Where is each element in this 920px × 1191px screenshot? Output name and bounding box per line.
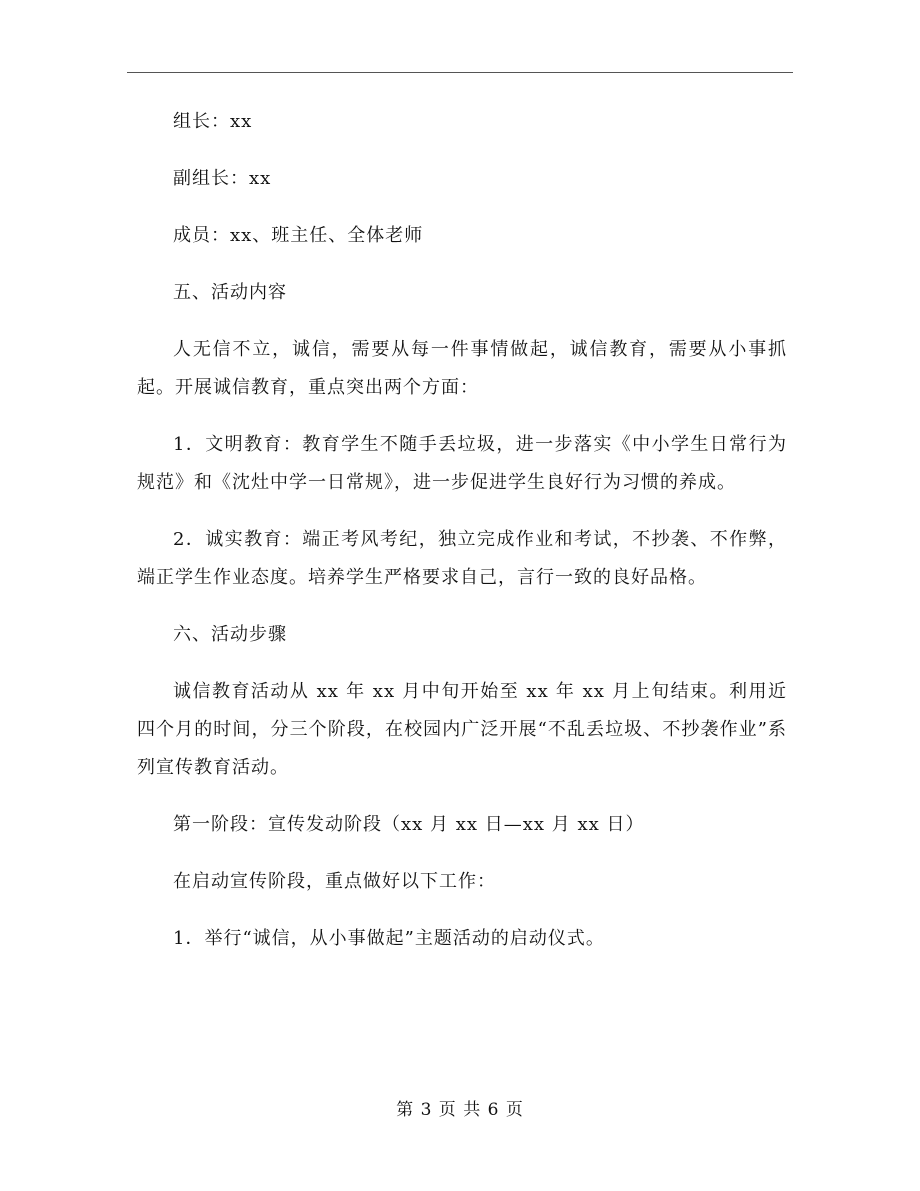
paragraph-integrity-intro: 人无信不立，诚信，需要从每一件事情做起，诚信教育，需要从小事抓起。开展诚信教育，重点突出两个方面： (137, 339, 787, 398)
section-heading-activity-steps: 六、活动步骤 (173, 624, 287, 645)
page-number: 第 3 页 共 6 页 (396, 1100, 524, 1120)
paragraph-activity-schedule: 诚信教育活动从 xx 年 xx 月中旬开始至 xx 年 xx 月上旬结束。利用近四个月的时间，分三个阶段，在校园内广泛开展“不乱丢垃圾、不抄袭作业”系列宣传教育活动。 (137, 681, 787, 778)
paragraph-launch-work: 在启动宣传阶段，重点做好以下工作： (173, 871, 496, 892)
paragraph-group-leader: 组长：xx (173, 111, 253, 132)
paragraph-civility-education: 1．文明教育：教育学生不随手丢垃圾，进一步落实《中小学生日常行为规范》和《沈灶中学一日常规》，进一步促进学生良好行为习惯的养成。 (137, 434, 787, 493)
paragraph-deputy-leader: 副组长：xx (173, 168, 272, 189)
paragraph-members: 成员：xx、班主任、全体老师 (173, 225, 424, 246)
paragraph-honesty-education: 2．诚实教育：端正考风考纪，独立完成作业和考试，不抄袭、不作弊，端正学生作业态度。培养学生严格要求自己，言行一致的良好品格。 (137, 529, 787, 588)
paragraph-launch-ceremony: 1．举行“诚信，从小事做起”主题活动的启动仪式。 (173, 928, 605, 949)
paragraph-phase-one: 第一阶段：宣传发动阶段（xx 月 xx 日—xx 月 xx 日） (173, 814, 645, 835)
document-body (137, 103, 787, 958)
header-rule (127, 72, 793, 73)
section-heading-activity-content: 五、活动内容 (173, 282, 287, 303)
